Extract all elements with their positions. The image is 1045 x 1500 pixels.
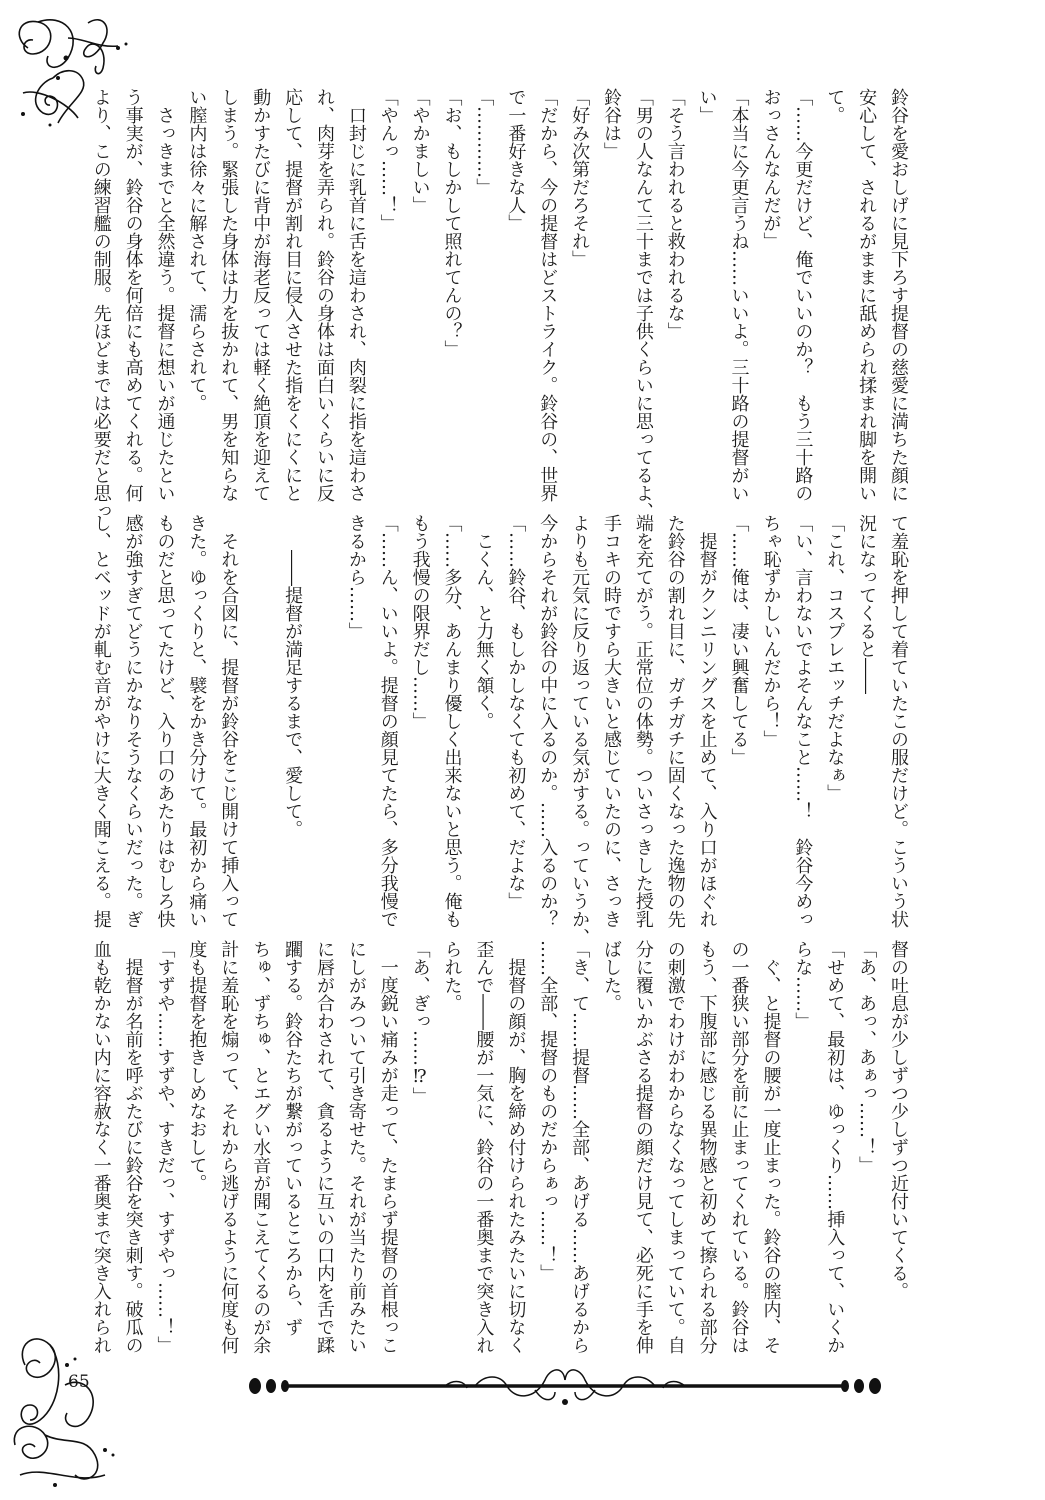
text-line: それを合図に、提督が鈴谷をこじ開けて挿入って: [218, 514, 240, 928]
text-line: 「これ、コスプレエッチだよなぁ」: [824, 514, 846, 802]
text-tier-top: [84, 88, 914, 520]
text-line: 端を充てがう。正常位の体勢。ついさっきした授乳: [632, 514, 654, 928]
text-line: もう我慢の限界だし……」: [409, 514, 431, 730]
text-line: 応して、提督が割れ目に侵入させた指をくにくにと: [282, 88, 304, 502]
text-line: 感が強すぎてどうにかなりそうなくらいだった。ぎ: [122, 514, 144, 928]
text-line: 「本当に今更言うね……いいよ。三十路の提督がい: [728, 88, 750, 502]
text-line: ちゃ恥ずかしいんだから！」: [760, 514, 782, 748]
text-line: 口封じに乳首に舌を這わされ、肉裂に指を這わさ: [345, 88, 367, 502]
text-line: ちゅ、ずちゅ、とエグい水音が聞こえてくるのが余: [250, 940, 272, 1354]
text-line: 鈴谷を愛おしげに見下ろす提督の慈愛に満ちた顔に: [888, 88, 909, 502]
text-line: て羞恥を押して着ていたこの服だけど。こういう状: [888, 514, 909, 928]
text-line: きた。ゆっくりと、襞をかき分けて。最初から痛い: [186, 514, 208, 928]
text-line: れ、肉芽を弄られ。鈴谷の身体は面白いくらいに反: [313, 88, 335, 502]
text-line: 「……俺は、凄い興奮してる」: [728, 514, 750, 766]
text-line: ものだと思ってたけど、入り口のあたりはむしろ快: [154, 514, 176, 928]
text-line: もう、下腹部に感じる異物感と初めて擦られる部分: [696, 940, 718, 1354]
text-line: 手コキの時ですら大きいと感じていたのに、さっき: [600, 514, 622, 928]
text-line: の刺激でわけがわからなくなってしまっていて。自: [664, 940, 686, 1354]
text-line: の一番狭い部分を前に止まってくれている。鈴谷は: [728, 940, 750, 1354]
text-line: 「……鈴谷、もしかしなくても初めて、だよな」: [505, 514, 527, 910]
text-line: しまう。緊張した身体は力を抜かれて、男を知らな: [218, 88, 240, 502]
text-line: 「男の人なんて三十までは子供くらいに思ってるよ、: [632, 88, 654, 520]
text-line: ――提督が満足するまで、愛して。: [282, 514, 304, 838]
text-line: [308, 514, 340, 930]
text-line: 況になってくると――: [856, 514, 878, 694]
text-line: 「だから、今の提督はどストライク。鈴谷の、世界: [537, 88, 559, 502]
text-line: ばした。: [600, 940, 622, 1012]
text-line: う事実が、鈴谷の身体を何倍にも高めてくれる。何: [122, 88, 144, 502]
text-line: い膣内は徐々に解されて、濡らされて。: [186, 88, 208, 412]
text-line: い」: [696, 88, 718, 124]
text-line: 「お、もしかして照れてんの？」: [441, 88, 463, 358]
text-line: きるから……」: [345, 514, 367, 640]
scroll-divider-icon: [245, 1360, 885, 1420]
text-line: 「い、言わないでよそんなこと……！ 鈴谷今めっ: [792, 514, 814, 928]
text-line: で一番好きな人」: [505, 88, 527, 232]
text-line: 提督が名前を呼ぶたびに鈴谷を突き刺す。破瓜の: [122, 940, 144, 1354]
text-tier-bottom: [84, 940, 914, 1356]
text-line: 「……ん、いいよ。提督の顔見てたら、多分我慢で: [377, 514, 399, 928]
text-line: 動かすたびに背中が海老反っては軽く絶頂を迎えて: [250, 88, 272, 502]
text-line: [244, 514, 276, 930]
text-line: た鈴谷の割れ目に、ガチガチに固くなった逸物の先: [664, 514, 686, 928]
text-line: 安心して、されるがままに舐められ揉まれ脚を開い: [856, 88, 878, 502]
text-line: 督の吐息が少しずつ少しずつ近付いてくる。: [888, 940, 909, 1300]
text-line: より、この練習艦の制服。先ほどまでは必要だと思っ: [90, 88, 112, 520]
text-line: 「やんっ……！」: [377, 88, 399, 232]
text-line: ……全部、提督のものだからぁっ……！」: [537, 940, 559, 1282]
page-number: 65: [68, 1372, 90, 1392]
text-line: こくん、と力無く頷く。: [473, 514, 495, 730]
text-line: おっさんなんだが」: [760, 88, 782, 250]
text-line: 「…………」: [473, 88, 495, 196]
text-line: よりも元気に反り返っている気がする。っていうか、: [569, 514, 591, 946]
text-line: 「せめて、最初は、ゆっくり……挿入って、いくか: [824, 940, 846, 1354]
text-line: 提督がクンニリングスを止めて、入り口がほぐれ: [696, 514, 718, 928]
text-line: て。: [824, 88, 846, 124]
text-line: にしがみついて引き寄せた。それが当たり前みたい: [345, 940, 367, 1354]
text-line: さっきまでと全然違う。提督に想いが通じたとい: [154, 88, 176, 502]
text-line: らな……」: [792, 940, 814, 1030]
text-line: 躙する。鈴谷たちが繋がっているところから、ず: [282, 940, 304, 1336]
text-line: 一度鋭い痛みが走って、たまらず提督の首根っこ: [377, 940, 399, 1354]
text-line: 歪んで――腰が一気に、鈴谷の一番奥まで突き入れ: [473, 940, 495, 1354]
text-line: 血も乾かない内に容赦なく一番奥まで突き入れられ: [90, 940, 112, 1354]
text-line: 「そう言われると救われるな」: [664, 88, 686, 340]
text-line: 分に覆いかぶさる提督の顔だけ見て、必死に手を伸: [632, 940, 654, 1354]
text-line: 「……多分、あんまり優しく出来ないと思う。俺も: [441, 514, 463, 928]
text-line: に唇が合わされて、貪るように互いの口内を舌で蹂: [313, 940, 335, 1354]
text-line: 「……今更だけど、俺でいいのか？ もう三十路の: [792, 88, 814, 502]
text-tier-middle: [84, 514, 914, 946]
text-line: ぐ、と提督の腰が一度止まった。鈴谷の膣内、そ: [760, 940, 782, 1354]
text-line: 鈴谷は」: [600, 88, 622, 160]
text-line: 今からそれが鈴谷の中に入るのか。……入るのか？: [537, 514, 559, 928]
text-line: 「あ、あっ、あぁっ……！」: [856, 940, 878, 1174]
text-line: 「やかましい」: [409, 88, 431, 214]
text-line: 提督の顔が、胸を締め付けられたみたいに切なく: [505, 940, 527, 1354]
text-line: 「あ、ぎっ……⁉」: [409, 940, 431, 1105]
text-line: し、とベッドが軋む音がやけに大きく聞こえる。提: [90, 514, 112, 928]
text-line: 計に羞恥を煽って、それから逃げるように何度も何: [218, 940, 240, 1354]
text-line: 「き、て……提督……全部、あげる……あげるから: [569, 940, 591, 1354]
text-line: られた。: [441, 940, 463, 1012]
text-line: 「好み次第だろそれ」: [569, 88, 591, 268]
text-line: 度も提督を抱きしめなおして。: [186, 940, 208, 1192]
text-line: 「すずや……すずや、すきだっ、すずやっ……！」: [154, 940, 176, 1354]
